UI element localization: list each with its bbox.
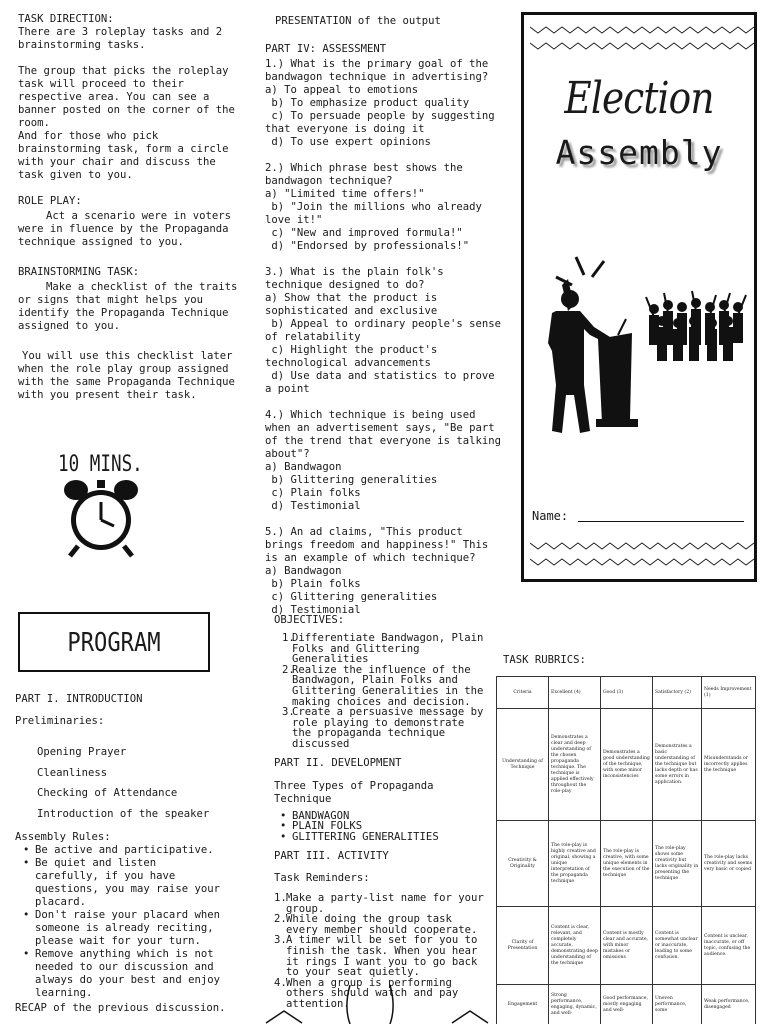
- checklist-text: You will use this checklist later when the role play group assigned with the same Propaganda Technique with you present their task.: [18, 350, 242, 401]
- objectives-list: [274, 633, 489, 750]
- rubric-cell: Weak performance, disengaged: [702, 985, 756, 1024]
- task-direction-intro: There are 3 roleplay tasks and 2 brainstorming tasks.: [18, 26, 229, 51]
- reminder-item: 4. When a group is performing others should watch and pay attention.: [274, 976, 459, 1010]
- answer-option: d) To use expert opinions: [265, 136, 431, 148]
- question-text: 5.) An ad claims, "This product brings freedom and happiness!" This is an example of which technique?: [265, 526, 495, 564]
- preliminaries-heading: Preliminaries:: [15, 715, 105, 727]
- rubric-header-cell: Criteria: [497, 677, 549, 709]
- question-text: 2.) Which phrase best shows the bandwagon technique?: [265, 162, 470, 187]
- task-direction-heading: TASK DIRECTION:: [18, 13, 114, 25]
- rubric-cell: The role-play is highly creative and original, showing a unique interpretation of the propaganda technique: [549, 821, 601, 907]
- zigzag-border-bottom: [530, 535, 754, 575]
- reminders-heading: Task Reminders:: [274, 872, 370, 885]
- answer-option: b) Glittering generalities: [265, 474, 438, 486]
- rubric-cell: Good performance, mostly engaging and well-: [601, 985, 653, 1024]
- rubric-criteria-cell: Clarity of Presentation: [497, 907, 549, 985]
- rubric-cell: Demonstrates a basic understanding of the technique but lacks depth or has some errors in application.: [653, 709, 702, 821]
- rule-item: • Remove anything which is not needed to our discussion and always do your best and enjoy learning.: [35, 948, 220, 1000]
- assessment-section: [265, 15, 508, 617]
- alarm-clock-icon: [62, 476, 140, 558]
- preliminary-item: Cleanliness: [37, 766, 108, 779]
- answer-option: a) Bandwagon: [265, 565, 342, 577]
- program-title: PROGRAM: [67, 628, 161, 658]
- rubric-row: [497, 985, 756, 1024]
- question-text: 4.) Which technique is being used when an advertisement says, "Be part of the trend that everyone is talking about"?: [265, 409, 508, 460]
- rule-item: • Be quiet and listen carefully, if you have questions, you may raise your placard.: [35, 857, 220, 909]
- objective-item: 1. Differentiate Bandwagon, Plain Folks and Glittering Generalities: [282, 632, 484, 666]
- rubric-criteria-cell: Engagement: [497, 985, 549, 1024]
- name-label: Name:: [532, 509, 569, 523]
- rubric-cell: Content is mostly clear and accurate, with minor mistakes or omissions: [601, 907, 653, 985]
- part2-heading: PART II. DEVELOPMENT: [274, 756, 402, 769]
- name-input-line[interactable]: [578, 521, 744, 522]
- question-block: [265, 266, 508, 396]
- answer-option: c) To persuade people by suggesting that everyone is doing it: [265, 110, 502, 135]
- question-text: 3.) What is the plain folk's technique designed to do?: [265, 266, 450, 291]
- rule-item: • Don't raise your placard when someone is already reciting, please wait for your turn.: [35, 909, 220, 948]
- rubric-header-row: [497, 677, 756, 709]
- rules-list: [15, 844, 220, 1000]
- reminder-item: 1. Make a party-list name for your group.: [274, 892, 484, 915]
- types-heading: Three Types of Propaganda Technique: [274, 779, 440, 805]
- task-direction-section: [18, 13, 244, 402]
- program-section: [15, 693, 245, 1015]
- preliminary-item: Checking of Attendance: [37, 787, 178, 799]
- answer-option: d) Testimonial: [265, 500, 361, 512]
- part1-heading: PART I. INTRODUCTION: [15, 693, 143, 705]
- answer-option: c) Highlight the product's technological advancements: [265, 344, 444, 369]
- types-list: [274, 811, 489, 843]
- technique-item: • PLAIN FOLKS: [292, 821, 489, 832]
- rubric-row: [497, 709, 756, 821]
- rubric-row: [497, 821, 756, 907]
- rubric-cell: Strong performance, engaging, dynamic, and well-: [549, 985, 601, 1024]
- task-direction-body1: The group that picks the roleplay task will proceed to their respective area. You can see a banner posted on the corner of the room.: [18, 65, 242, 129]
- rubric-cell: Content is unclear, inaccurate, or off topic, confusing the audience.: [702, 907, 756, 985]
- rules-heading: Assembly Rules:: [15, 831, 111, 843]
- technique-item: • BANDWAGON: [292, 811, 489, 822]
- brainstorm-text: Make a checklist of the traits or signs that might helps you identify the Propaganda Technique assigned to you.: [18, 281, 244, 332]
- rubric-cell: Demonstrates a good understanding of the technique, with some minor inconsistencies: [601, 709, 653, 821]
- objectives-heading: OBJECTIVES:: [274, 614, 345, 626]
- rubric-header-cell: Satisfactory (2): [653, 677, 702, 709]
- reminder-item: 3. A timer will be set for you to finish the task. When you hear it rings I want you to go back to your seat quietly.: [274, 934, 478, 979]
- rubric-cell: Demonstrates a clear and deep understanding of the chosen propaganda technique. The technique is applied effectively throughout the role-play: [549, 709, 601, 821]
- rubric-cell: The role-play shows some creativity but lacks originality in presenting the technique: [653, 821, 702, 907]
- rubric-criteria-cell: Creativity & Originality: [497, 821, 549, 907]
- rubrics-table: [496, 676, 756, 1024]
- technique-item: • GLITTERING GENERALITIES: [292, 832, 489, 843]
- answer-option: d) Use data and statistics to prove a point: [265, 370, 502, 395]
- hand-raise-illustration: [262, 985, 492, 1024]
- question-text: 1.) What is the primary goal of the bandwagon technique in advertising?: [265, 58, 495, 83]
- rubric-cell: Uneven performance, some: [653, 985, 702, 1024]
- rubric-header-cell: Excellent (4): [549, 677, 601, 709]
- role-play-text: Act a scenario were in voters were in fluence by the Propaganda technique assigned to you.: [18, 210, 238, 248]
- role-play-heading: ROLE PLAY:: [18, 195, 82, 207]
- question-block: [265, 162, 505, 253]
- speaker-podium-icon: [546, 255, 756, 455]
- recap-text: RECAP of the previous discussion.: [15, 1002, 226, 1014]
- question-block: [265, 409, 508, 513]
- question-block: [265, 526, 505, 617]
- answer-option: a) "Limited time offers!": [265, 188, 425, 200]
- preliminary-item: Introduction of the speaker: [37, 807, 210, 820]
- cover-panel: [521, 12, 757, 582]
- part3-heading: PART III. ACTIVITY: [274, 850, 389, 863]
- objectives-section: [274, 614, 489, 1010]
- rubric-cell: The role-play lacks creativity and seems very basic or copied: [702, 821, 756, 907]
- rubric-cell: Content is somewhat unclear or inaccurate, leading to some confusion.: [653, 907, 702, 985]
- rule-item: • Be active and participative.: [35, 844, 220, 857]
- program-title-box: [18, 612, 210, 672]
- question-block: [265, 58, 505, 149]
- answer-option: d) "Endorsed by professionals!": [265, 240, 470, 252]
- answer-option: a) Show that the product is sophisticated and exclusive: [265, 292, 444, 317]
- cover-title-assembly: Assembly: [555, 133, 723, 172]
- preliminaries-list: [15, 746, 245, 828]
- timer-label: 10 MINS.: [58, 452, 143, 477]
- assessment-heading: PART IV: ASSESSMENT: [265, 43, 387, 55]
- rubric-cell: Misunderstands or incorrectly applies the technique: [702, 709, 756, 821]
- answer-option: b) Appeal to ordinary people's sense of relatability: [265, 318, 508, 343]
- cover-title-election: Election: [564, 73, 714, 124]
- rubric-header-cell: Needs Improvement (1): [702, 677, 756, 709]
- objective-item: 2. Realize the influence of the Bandwagon, Plain Folks and Glittering Generalities in the making choices and decision.: [282, 663, 484, 708]
- answer-option: c) "New and improved formula!": [265, 227, 463, 239]
- answer-option: c) Glittering generalities: [265, 591, 438, 603]
- presentation-heading: PRESENTATION of the output: [275, 15, 441, 27]
- rubric-cell: The role-play is creative, with some unique elements in the execution of the technique: [601, 821, 653, 907]
- task-direction-body2: And for those who pick brainstorming task, form a circle with your chair and discuss the task given to you.: [18, 130, 235, 181]
- questions-list: [265, 58, 508, 617]
- answer-option: b) "Join the millions who already love it!": [265, 201, 489, 226]
- objective-item: 3. Create a persuasive message by role playing to demonstrate the propaganda technique discussed: [282, 706, 484, 750]
- answer-option: c) Plain folks: [265, 487, 361, 499]
- rubric-criteria-cell: Understanding of Technique: [497, 709, 549, 821]
- answer-option: d) Testimonial: [265, 604, 361, 616]
- answer-option: b) Plain folks: [265, 578, 361, 590]
- rubric-cell: Content is clear, relevant, and completely accurate, demonstrating deep understanding of the technique: [549, 907, 601, 985]
- preliminary-item: Opening Prayer: [37, 746, 127, 758]
- zigzag-border-top: [530, 19, 754, 59]
- answer-option: b) To emphasize product quality: [265, 97, 470, 109]
- brainstorm-heading: BRAINSTORMING TASK:: [18, 266, 140, 278]
- reminder-item: 2. While doing the group task every member should cooperate.: [274, 913, 478, 936]
- rubrics-heading: TASK RUBRICS:: [503, 654, 586, 666]
- rubric-header-cell: Good (3): [601, 677, 653, 709]
- answer-option: a) Bandwagon: [265, 461, 342, 473]
- answer-option: a) To appeal to emotions: [265, 84, 419, 96]
- rubric-row: [497, 907, 756, 985]
